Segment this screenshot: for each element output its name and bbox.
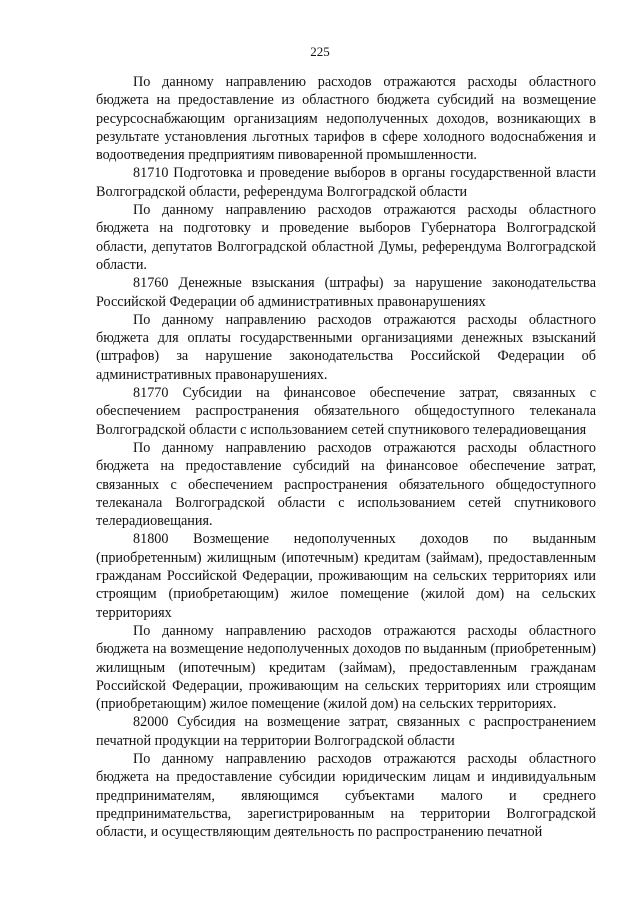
paragraph: По данному направлению расходов отражаются расходы областного бюджета на предоставление субсидии юридическим лицам и индивидуальным предпринимателям, являющимся субъектами малого и среднего предпринимательства, зарегистрированным на территории Волгоградской области, и осуществляющим деятельность по распространению печатной [96, 750, 596, 841]
section-heading: 81760 Денежные взыскания (штрафы) за нарушение законодательства Российской Федерации об административных правонарушениях [96, 275, 596, 310]
paragraph: По данному направлению расходов отражаются расходы областного бюджета на возмещение недополученных доходов по выданным (приобретенным) жилищным (ипотечным) кредитам (займам), предоставленным гражданам Российской Федерации, проживающим на сельских территориях или строящим (приобретающим) жилое помещение (жилой дом) на сельских территориях. [96, 622, 596, 713]
paragraph: По данному направлению расходов отражаются расходы областного бюджета для оплаты государственными организациями денежных взысканий (штрафов) за нарушение законодательства Российской Федерации об административных правонарушениях. [96, 311, 596, 383]
paragraph: По данному направлению расходов отражаются расходы областного бюджета на предоставление из областного бюджета субсидий на возмещение ресурсоснабжающим организациям недополученных доходов, возникающих в результате установления льготных тарифов в сфере холодного водоснабжения и водоотведения предприятиям пивоваренной промышленности. [96, 74, 596, 164]
section-heading: 82000 Субсидия на возмещение затрат, связанных с распространением печатной продукции на территории Волгоградской области [96, 714, 596, 749]
paragraph: По данному направлению расходов отражаются расходы областного бюджета на предоставление субсидий на финансовое обеспечение затрат, связанных с обеспечением распространения обязательного общедоступного телеканала Волгоградской области с использованием сетей спутникового телерадиовещания. [96, 439, 596, 530]
section-heading: 81800 Возмещение недополученных доходов по выданным (приобретенным) жилищным (ипотечным) кредитам (займам), предоставленным гражданам Российской Федерации, проживающим на сельских территориях или строящим (приобретающим) жилое помещение (жилой дом) на сельских территориях [96, 531, 596, 621]
section-heading: 81710 Подготовка и проведение выборов в органы государственной власти Волгоградской области, референдума Волгоградской области [96, 165, 596, 200]
section-heading: 81770 Субсидии на финансовое обеспечение затрат, связанных с обеспечением распространения обязательного общедоступного телеканала Волгоградской области с использованием сетей спутникового телерадиовещания [96, 385, 596, 438]
document-body [96, 73, 596, 841]
page-number: 225 [310, 44, 330, 59]
paragraph: По данному направлению расходов отражаются расходы областного бюджета на подготовку и проведение выборов Губернатора Волгоградской области, депутатов Волгоградской областной Думы, референдума Волгоградской области. [96, 202, 596, 273]
